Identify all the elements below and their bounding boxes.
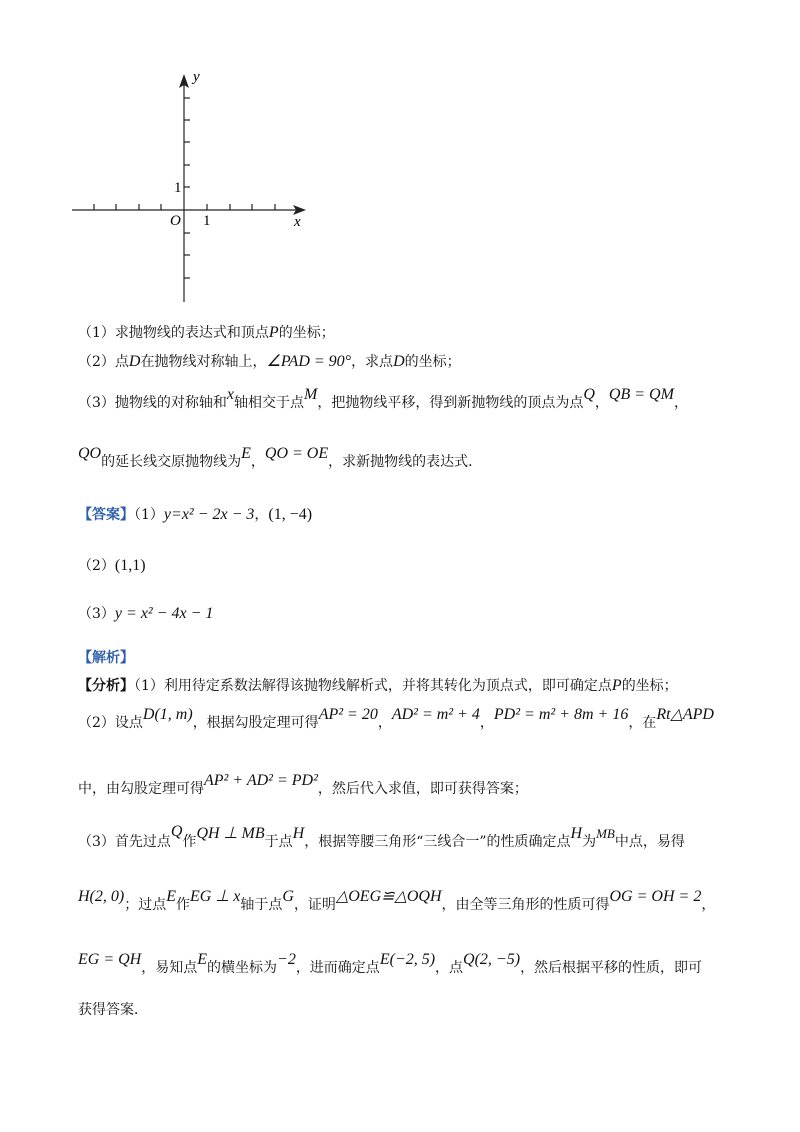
fenxi-tag: 【分析】 [78,678,134,694]
y-axis-label: y [193,69,200,85]
analysis-line-2: （2）设点D(1, m)，根据勾股定理可得AP² = 20，AD² = m² + 4，PD² = m² + 8m + 16，在Rt△APD [78,706,714,731]
coordinate-axes [0,0,800,320]
question-3-line-1: （3）抛物线的对称轴和x轴相交于点M，把抛物线平移，得到新抛物线的顶点为点Q，QB = QM， [78,386,688,411]
question-1: （1）求抛物线的表达式和顶点P的坐标； [78,324,335,341]
question-3-line-2: QO的延长线交原抛物线为E，QO = OE，求新抛物线的表达式． [78,445,483,470]
y-ticks [184,98,190,278]
analysis-line-1: 【分析】（1）利用待定系数法解得该抛物线解析式，并将其转化为顶点式，即可确定点P的坐标； [78,677,678,694]
x-tick-label: 1 [203,213,211,229]
analysis-tag: 【解析】 [78,650,134,666]
answer-1: 【答案】（1）y=x² − 2x − 3，(1, −4) [78,506,313,523]
origin-label: O [170,213,181,229]
analysis-line-7: 获得答案． [78,1002,148,1018]
answer-3: （3）y = x² − 4x − 1 [78,605,214,622]
answer-2: （2）(1,1) [78,557,146,574]
analysis-line-4: （3）首先过点Q作QH ⊥ MB于点H，根据等腰三角形“三线合一”的性质确定点H为MB中点，易得 [78,823,685,850]
answer-tag: 【答案】 [78,507,134,523]
analysis-line-6: EG = QH，易知点E的横坐标为−2，进而确定点E(−2, 5)，点Q(2, −5)，然后根据平移的性质，即可 [78,951,703,976]
y-tick-label: 1 [174,180,182,196]
analysis-line-3: 中，由勾股定理可得AP² + AD² = PD²，然后代入求值，即可获得答案； [78,772,528,797]
question-2: （2）点D在抛物线对称轴上，∠PAD = 90°，求点D的坐标； [78,353,461,370]
analysis-line-5: H(2, 0)；过点E作EG ⊥ x轴于点G，证明△OEG≌△OQH，由全等三角形的性质可得OG = OH = 2， [78,888,716,913]
x-axis-label: x [294,214,301,230]
